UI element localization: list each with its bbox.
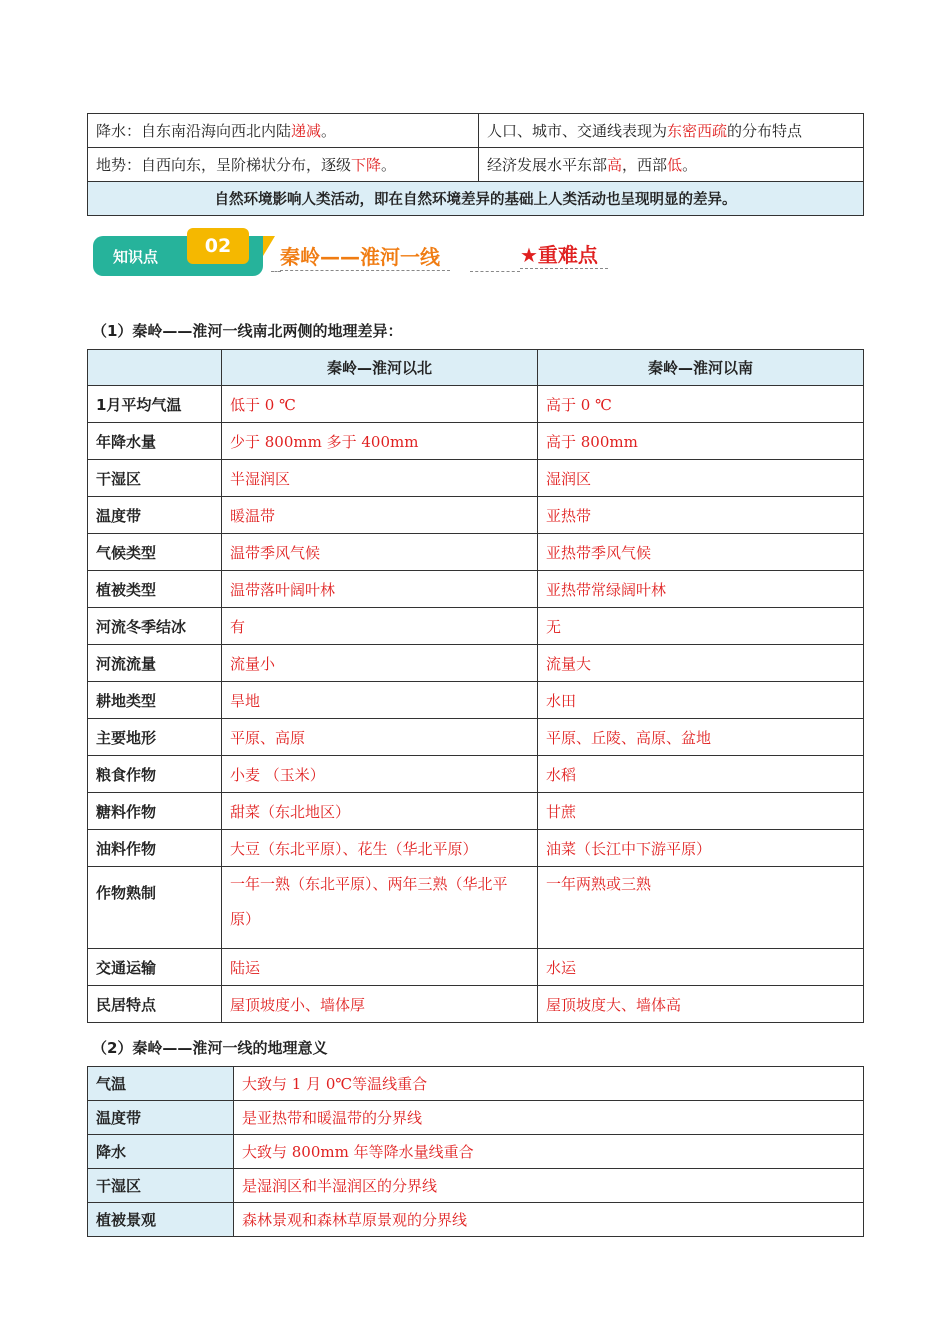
cell-text: 。 — [321, 122, 337, 140]
table-row — [88, 114, 864, 148]
south-value: 甘蔗 — [538, 793, 864, 830]
section-title: 秦岭——淮河一线 — [280, 241, 450, 271]
cell-text: 降水：自东南沿海向西北内陆 — [96, 122, 292, 140]
table-cell — [88, 148, 479, 182]
row-label: 年降水量 — [88, 423, 222, 460]
row-value: 是湿润区和半湿润区的分界线 — [234, 1169, 864, 1203]
column-header: 秦岭—淮河以北 — [222, 350, 538, 386]
table-row — [88, 148, 864, 182]
table-row — [88, 1169, 864, 1203]
badge-number: 02 — [187, 228, 249, 264]
south-value: 平原、丘陵、高原、盆地 — [538, 719, 864, 756]
row-label: 河流流量 — [88, 645, 222, 682]
table-row — [88, 423, 864, 460]
part2-heading: （2）秦岭——淮河一线的地理意义 — [92, 1039, 328, 1057]
row-value: 是亚热带和暖温带的分界线 — [234, 1101, 864, 1135]
table-row — [88, 534, 864, 571]
row-label: 气温 — [88, 1067, 234, 1101]
row-label: 油料作物 — [88, 830, 222, 867]
row-label: 温度带 — [88, 497, 222, 534]
cell-text: 经济发展水平东部 — [487, 156, 608, 174]
cell-text: ，西部 — [622, 156, 668, 174]
highlight-text: 下降 — [351, 156, 382, 174]
knowledge-point-badge — [93, 236, 263, 276]
table-header-row — [88, 350, 864, 386]
cell-text: 。 — [381, 156, 397, 174]
table-row — [88, 608, 864, 645]
row-label: 植被类型 — [88, 571, 222, 608]
cell-text: 。 — [682, 156, 698, 174]
table-row — [88, 867, 864, 949]
badge-tail-decoration — [263, 236, 275, 256]
table-cell — [88, 114, 479, 148]
badge-label: 知识点 — [113, 248, 159, 266]
comparison-table — [87, 349, 864, 1023]
row-label: 交通运输 — [88, 949, 222, 986]
south-value: 亚热带常绿阔叶林 — [538, 571, 864, 608]
south-value: 流量大 — [538, 645, 864, 682]
cell-text: 的分布特点 — [727, 122, 803, 140]
table-row — [88, 793, 864, 830]
row-label: 主要地形 — [88, 719, 222, 756]
row-label: 耕地类型 — [88, 682, 222, 719]
section-tag: ★重难点 — [520, 239, 608, 269]
row-value: 森林景观和森林草原景观的分界线 — [234, 1203, 864, 1237]
south-value: 亚热带 — [538, 497, 864, 534]
dashed-divider — [271, 271, 281, 272]
table-row — [88, 386, 864, 423]
row-label: 糖料作物 — [88, 793, 222, 830]
row-value: 大致与 800mm 年等降水量线重合 — [234, 1135, 864, 1169]
row-value: 大致与 1 月 0℃等温线重合 — [234, 1067, 864, 1101]
north-value: 流量小 — [222, 645, 538, 682]
row-label: 干湿区 — [88, 1169, 234, 1203]
table-row — [88, 645, 864, 682]
table-row — [88, 1135, 864, 1169]
north-value: 温带落叶阔叶林 — [222, 571, 538, 608]
table-row — [88, 756, 864, 793]
north-value: 有 — [222, 608, 538, 645]
significance-table — [87, 1066, 864, 1237]
row-label: 作物熟制 — [88, 867, 222, 949]
north-value: 甜菜（东北地区） — [222, 793, 538, 830]
top-summary-table — [87, 113, 864, 216]
table-row — [88, 986, 864, 1023]
south-value: 油菜（长江中下游平原） — [538, 830, 864, 867]
south-value: 一年两熟或三熟 — [538, 867, 864, 949]
north-value: 旱地 — [222, 682, 538, 719]
south-value: 屋顶坡度大、墙体高 — [538, 986, 864, 1023]
table-row — [88, 719, 864, 756]
south-value: 高于 800mm — [538, 423, 864, 460]
highlight-text: 高 — [607, 156, 623, 174]
highlight-text: 递减 — [291, 122, 322, 140]
table-cell — [479, 114, 864, 148]
north-value: 一年一熟（东北平原）、两年三熟（华北平原） — [222, 867, 538, 949]
part1-heading: （1）秦岭——淮河一线南北两侧的地理差异： — [92, 322, 403, 340]
table-cell — [479, 148, 864, 182]
column-header — [88, 350, 222, 386]
north-value: 半湿润区 — [222, 460, 538, 497]
highlight-text: 低 — [667, 156, 683, 174]
table-row — [88, 571, 864, 608]
row-label: 植被景观 — [88, 1203, 234, 1237]
north-value: 低于 0 ℃ — [222, 386, 538, 423]
north-value: 平原、高原 — [222, 719, 538, 756]
highlight-text: 东密西疏 — [667, 122, 728, 140]
south-value: 水运 — [538, 949, 864, 986]
row-label: 1月平均气温 — [88, 386, 222, 423]
north-value: 小麦 （玉米） — [222, 756, 538, 793]
cell-text: 地势：自西向东，呈阶梯状分布，逐级 — [96, 156, 352, 174]
north-value: 暖温带 — [222, 497, 538, 534]
row-label: 粮食作物 — [88, 756, 222, 793]
cell-text: 人口、城市、交通线表现为 — [487, 122, 668, 140]
row-label: 民居特点 — [88, 986, 222, 1023]
dashed-divider — [470, 271, 520, 272]
table-row — [88, 1101, 864, 1135]
south-value: 水田 — [538, 682, 864, 719]
table-row — [88, 949, 864, 986]
table-row — [88, 1067, 864, 1101]
south-value: 高于 0 ℃ — [538, 386, 864, 423]
summary-cell: 自然环境影响人类活动，即在自然环境差异的基础上人类活动也呈现明显的差异。 — [88, 182, 864, 216]
row-label: 气候类型 — [88, 534, 222, 571]
table-row — [88, 182, 864, 216]
south-value: 水稻 — [538, 756, 864, 793]
table-row — [88, 1203, 864, 1237]
row-label: 温度带 — [88, 1101, 234, 1135]
table-row — [88, 497, 864, 534]
column-header: 秦岭—淮河以南 — [538, 350, 864, 386]
row-label: 干湿区 — [88, 460, 222, 497]
row-label: 降水 — [88, 1135, 234, 1169]
south-value: 湿润区 — [538, 460, 864, 497]
south-value: 无 — [538, 608, 864, 645]
table-row — [88, 682, 864, 719]
north-value: 少于 800mm 多于 400mm — [222, 423, 538, 460]
south-value: 亚热带季风气候 — [538, 534, 864, 571]
north-value: 陆运 — [222, 949, 538, 986]
table-row — [88, 830, 864, 867]
row-label: 河流冬季结冰 — [88, 608, 222, 645]
north-value: 屋顶坡度小、墙体厚 — [222, 986, 538, 1023]
north-value: 大豆（东北平原）、花生（华北平原） — [222, 830, 538, 867]
table-row — [88, 460, 864, 497]
north-value: 温带季风气候 — [222, 534, 538, 571]
